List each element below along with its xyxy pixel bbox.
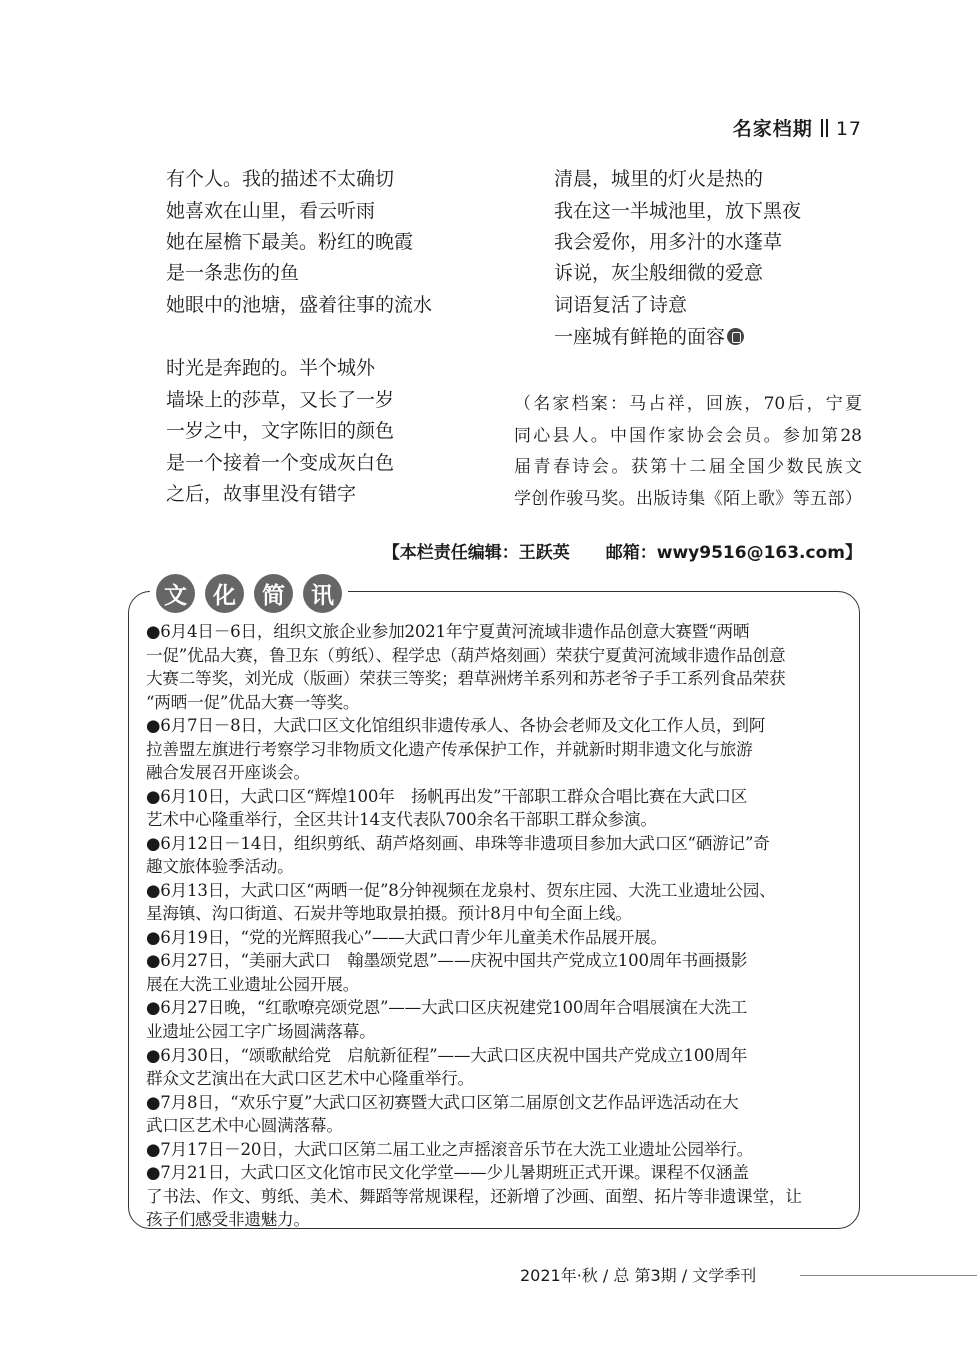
bio-line: 学创作骏马奖。出版诗集《陌上歌》等五部） [514,488,862,509]
news-line: 一促”优品大赛，鲁卫东（剪纸）、程学忠（葫芦烙刻画）荣获宁夏黄河流域非遗作品创意 [146,645,786,665]
poem-line: 是一个接着一个变成灰白色 [166,452,395,474]
header-separator [821,119,828,137]
news-line: ●7月21日，大武口区文化馆市民文化学堂——少儿暑期班正式开课。课程不仅涵盖 [146,1163,749,1183]
editor-label: 【本栏责任编辑：王跃英 [382,543,570,563]
page-header [600,114,862,141]
news-line: 趣文旅体验季活动。 [146,857,294,877]
news-line: 了书法、作文、剪纸、美术、舞蹈等常规课程，还新增了沙画、面塑、拓片等非遗课堂，让 [146,1186,802,1206]
news-line: ●6月27日，“美丽大武口 翰墨颂党恩”——庆祝中国共产党成立100周年书画摄影 [146,951,748,971]
title-char-circle: 讯 [303,574,342,613]
footer-rule [800,1275,977,1276]
news-line: ●7月17日－20日，大武口区第二届工业之声摇滚音乐节在大洗工业遗址公园举行。 [146,1139,754,1159]
news-line: 拉善盟左旗进行考察学习非物质文化遗产传承保护工作，并就新时期非遗文化与旅游 [146,739,753,759]
poem-line: 她喜欢在山里，看云听雨 [166,200,376,222]
news-line: “两晒一促”优品大赛一等奖。 [146,692,360,712]
news-line: ●7月8日，“欢乐宁夏”大武口区初赛暨大武口区第二届原创文艺作品评选活动在大 [146,1092,739,1112]
bio-line: （名家档案：马占祥，回族，70后，宁夏 [514,394,862,414]
bio-line: 同心县人。中国作家协会会员。参加第28 [514,425,862,446]
news-title [150,571,348,615]
poem-line: 有个人。我的描述不太确切 [166,168,395,190]
news-line: 业遗址公园工字广场圆满落幕。 [146,1022,376,1041]
news-line: 星海镇、沟口街道、石炭井等地取景拍摄。预计8月中旬全面上线。 [146,904,632,924]
section-title: 名家档期 [732,118,813,140]
poem-line: 词语复活了诗意 [554,294,688,316]
poem-line: 是一条悲伤的鱼 [166,262,300,284]
poem-line: 我在这一半城池里，放下黑夜 [554,200,802,222]
editor-credit [380,538,862,563]
bio-line: 届青春诗会。获第十二届全国少数民族文 [514,457,862,477]
editor-email: 邮箱：wwy9516@163.com】 [605,543,862,563]
news-line: ●6月12日－14日，组织剪纸、葫芦烙刻画、串珠等非遗项目参加大武口区“硒游记”奇 [146,833,770,853]
news-line: ●6月7日－8日，大武口区文化馆组织非遗传承人、各协会老师及文化工作人员，到阿 [146,716,766,736]
news-line: 展在大洗工业遗址公园开展。 [146,974,360,994]
page-number: 17 [835,118,862,140]
poem-line: 诉说，灰尘般细微的爱意 [554,262,764,284]
poem-last-line [554,325,744,349]
poem-line: 墙垛上的莎草，又长了一岁 [166,389,395,411]
news-line: 艺术中心隆重举行，全区共计14支代表队700余名干部职工群众参演。 [146,810,657,830]
news-line: 大赛二等奖，刘光成（版画）荣获三等奖；碧草洲烤羊系列和苏老爷子手工系列食品荣获 [146,669,786,689]
news-line: 孩子们感受非遗魅力。 [146,1210,310,1230]
news-line: 武口区艺术中心圆满落幕。 [146,1116,343,1136]
title-char-circle: 化 [205,574,244,613]
article-end-icon [727,328,744,345]
news-line: ●6月4日－6日，组织文旅企业参加2021年宁夏黄河流域非遗作品创意大赛暨“两晒 [146,622,750,641]
title-char-circle: 文 [156,574,195,613]
title-char-circle: 简 [254,574,293,613]
news-line: ●6月13日，大武口区“两晒一促”8分钟视频在龙泉村、贺东庄园、大洗工业遗址公园、 [146,880,776,900]
poem-line: 之后，故事里没有错字 [166,483,357,505]
poem-line: 我会爱你，用多汁的水蓬草 [554,231,783,253]
news-line: ●6月30日，“颂歌献给党 启航新征程”——大武口区庆祝中国共产党成立100周年 [146,1045,748,1065]
poem-line: 她在屋檐下最美。粉红的晚霞 [166,231,414,253]
news-line: 融合发展召开座谈会。 [146,763,310,783]
news-line: 群众文艺演出在大武口区艺术中心隆重举行。 [146,1069,474,1089]
poem-line: 清晨，城里的灯火是热的 [554,168,764,190]
news-line: ●6月19日，“党的光辉照我心”——大武口青少年儿童美术作品展开展。 [146,927,667,947]
poem-line: 她眼中的池塘，盛着往事的流水 [166,294,433,316]
news-line: ●6月10日，大武口区“辉煌100年 扬帆再出发”干部职工群众合唱比赛在大武口区 [146,786,748,806]
poem-line: 一岁之中，文字陈旧的颜色 [166,420,395,442]
poem-line: 一座城有鲜艳的面容 [554,326,726,348]
page-footer: 2021年·秋 / 总 第3期 / 文学季刊 [520,1266,757,1285]
poem-line: 时光是奔跑的。半个城外 [166,357,376,379]
author-bio [514,389,862,515]
news-line: ●6月27日晚，“红歌嘹亮颂党恩”——大武口区庆祝建党100周年合唱展演在大洗工 [146,998,748,1018]
